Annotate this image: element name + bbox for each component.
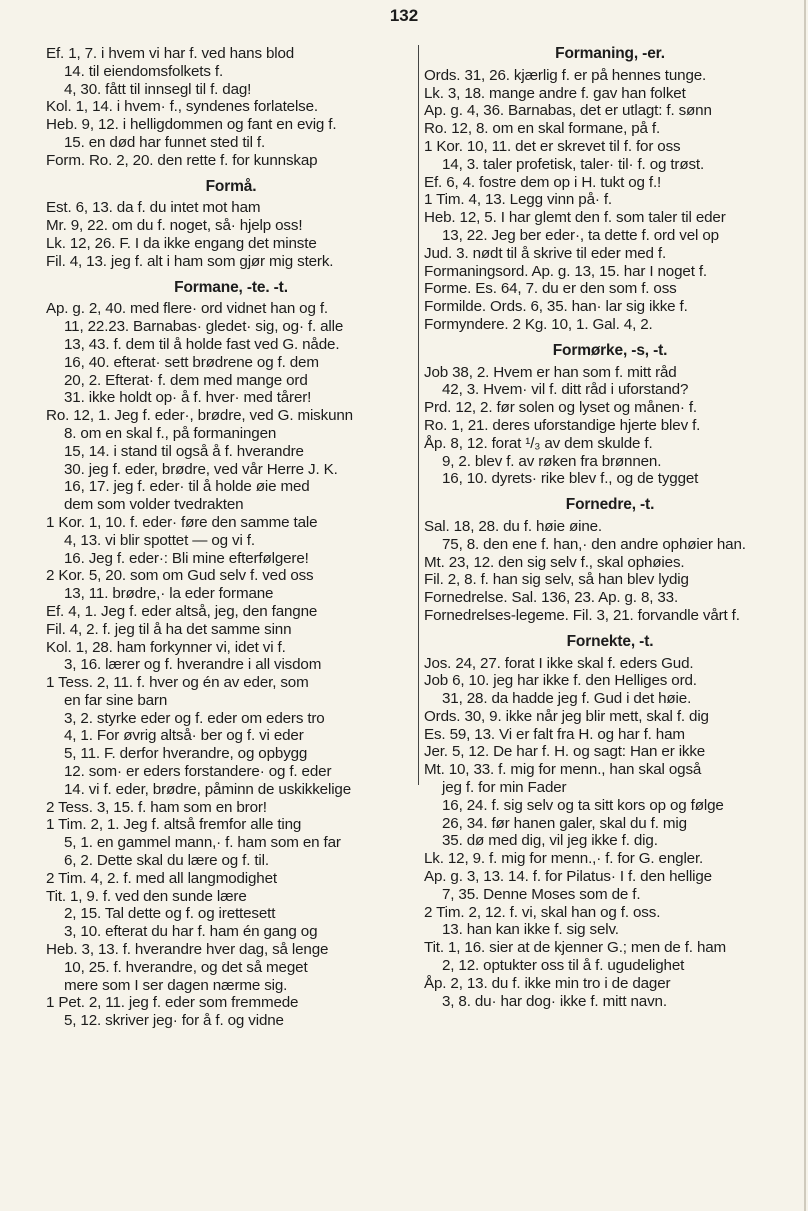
verse-line: 1 Pet. 2, 11. jeg f. eder som fremmede (46, 994, 299, 1012)
verse-line: Heb. 9, 12. i helligdommen og fant en evig f. (46, 116, 337, 134)
verse-line: 30. jeg f. eder, brødre, ved vår Herre J. K. (64, 460, 338, 478)
verse-line: 26, 34. før hanen galer, skal du f. mig (442, 814, 687, 832)
verse-line: Ro. 12, 8. om en skal formane, på f. (424, 120, 661, 138)
verse-line: 15, 14. i stand til også å f. hverandre (64, 442, 304, 460)
verse-line: 13, 43. f. dem til å holde fast ved G. nåde. (64, 335, 340, 353)
entry-heading: Fornedre, -t. (565, 496, 655, 514)
verse-line: Kol. 1, 28. ham forkynner vi, idet vi f. (46, 638, 286, 656)
verse-line: 35. dø med dig, vil jeg ikke f. dig. (442, 832, 658, 850)
verse-line: Ap. g. 2, 40. med flere· ord vidnet han og f. (46, 300, 328, 318)
verse-line: 3, 8. du· har dog· ikke f. mitt navn. (442, 992, 667, 1010)
entry-heading: Formaning, -er. (555, 45, 665, 62)
verse-line: Tit. 1, 16. sier at de kjenner G.; men de f. ham (424, 939, 727, 957)
verse-line: 2 Kor. 5, 20. som om Gud selv f. ved oss (46, 567, 314, 585)
verse-line: 7, 35. Denne Moses som de f. (442, 885, 641, 903)
verse-line: Ef. 4, 1. Jeg f. eder altså, jeg, den fangne (46, 602, 318, 620)
page-number: 132 (389, 6, 419, 25)
verse-line: en far sine barn (64, 691, 168, 709)
verse-line: Fornedrelses-legeme. Fil. 3, 21. forvandle vårt f. (424, 606, 740, 624)
verse-line: 75, 8. den ene f. han,· den andre ophøier han. (442, 535, 746, 553)
verse-line: jeg f. for min Fader (442, 779, 567, 797)
verse-line: Jos. 24, 27. forat I ikke skal f. eders Gud. (424, 654, 694, 672)
verse-line: Prd. 12, 2. før solen og lyset og månen· f. (424, 399, 697, 417)
verse-line: 13, 11. brødre,· la eder formane (64, 585, 274, 603)
verse-line: 13, 22. Jeg ber eder·, ta dette f. ord vel op (442, 226, 719, 244)
verse-line: Fil. 4, 13. jeg f. alt i ham som gjør mig sterk. (46, 252, 334, 270)
verse-line: Formyndere. 2 Kg. 10, 1. Gal. 4, 2. (424, 315, 653, 333)
entry-heading: Fornekte, -t. (566, 632, 654, 650)
entry-heading: Formørke, -s, -t. (552, 341, 668, 359)
verse-line: Tit. 1, 9. f. ved den sunde lære (46, 887, 247, 905)
verse-line: 2, 12. optukter oss til å f. ugudelighet (442, 957, 685, 975)
verse-line: Ef. 1, 7. i hvem vi har f. ved hans blod (46, 45, 295, 62)
verse-line: Es. 59, 13. Vi er falt fra H. og har f. ham (424, 725, 685, 743)
verse-line: Form. Ro. 2, 20. den rette f. for kunnskap (46, 151, 318, 169)
verse-line: 6, 2. Dette skal du lære og f. til. (64, 852, 269, 870)
verse-line: 16. Jeg f. eder·: Bli mine efterfølgere! (64, 549, 309, 567)
verse-line: Åp. 2, 13. du f. ikke min tro i de dager (424, 974, 671, 992)
verse-line: Jud. 3. nødt til å skrive til eder med f. (424, 244, 667, 262)
verse-line: 16, 24. f. sig selv og ta sitt kors op og følge (442, 796, 724, 814)
verse-line: 8. om en skal f., på formaningen (64, 424, 277, 442)
verse-line: 2 Tim. 4, 2. f. med all langmodighet (46, 869, 277, 887)
verse-line: Ords. 30, 9. ikke når jeg blir mett, skal f. dig (424, 707, 709, 725)
verse-line: Formaningsord. Ap. g. 13, 15. har I noget f. (424, 262, 707, 280)
left-column (46, 45, 416, 1030)
verse-line: 14. til eiendomsfolkets f. (64, 62, 224, 80)
verse-line: Ap. g. 3, 13. 14. f. for Pilatus· I f. den hellige (424, 868, 712, 886)
column-divider (418, 45, 419, 785)
verse-line: Jer. 5, 12. De har f. H. og sagt: Han er ikke (424, 743, 706, 761)
verse-line: 11, 22.23. Barnabas· gledet· sig, og· f. alle (64, 318, 344, 336)
verse-line: mere som I ser dagen nærme sig. (64, 976, 288, 994)
verse-line: Job 38, 2. Hvem er han som f. mitt råd (424, 363, 677, 381)
verse-line: Fil. 4, 2. f. jeg til å ha det samme sinn (46, 620, 292, 638)
verse-line: 2, 15. Tal dette og f. og irettesett (64, 905, 276, 923)
verse-line: 5, 12. skriver jeg· for å f. og vidne (64, 1012, 284, 1030)
verse-line: 14. vi f. eder, brødre, påminn de uskikkelige (64, 780, 352, 798)
verse-line: Lk. 12, 9. f. mig for menn.,· f. for G. engler. (424, 850, 704, 868)
verse-line: 2 Tim. 2, 12. f. vi, skal han og f. oss. (424, 903, 661, 921)
entry-heading: Formane, -te. -t. (174, 278, 288, 296)
verse-line: 5, 1. en gammel mann,· f. ham som en far (64, 834, 341, 852)
verse-line: Ro. 1, 21. deres uforstandige hjerte blev f. (424, 416, 701, 434)
right-column (424, 45, 796, 1010)
verse-line: Formilde. Ords. 6, 35. han· lar sig ikke f. (424, 298, 688, 316)
verse-line: 1 Tim. 4, 13. Legg vinn på· f. (424, 191, 612, 209)
verse-line: 3, 16. lærer og f. hverandre i all visdom (64, 656, 322, 674)
verse-line: dem som volder tvedrakten (64, 496, 244, 514)
verse-line: 3, 2. styrke eder og f. eder om eders tro (64, 709, 325, 727)
entry-heading: Formå. (205, 177, 257, 195)
verse-line: 12. som· er eders forstandere· og f. eder (64, 763, 332, 781)
verse-line: 31. ikke holdt op· å f. hver· med tårer! (64, 389, 312, 407)
verse-line: 4, 13. vi blir spottet — og vi f. (64, 531, 255, 549)
verse-line: Lk. 3, 18. mange andre f. gav han folket (424, 84, 686, 102)
verse-line: Mr. 9, 22. om du f. noget, så· hjelp oss! (46, 217, 303, 235)
verse-line: 16, 17. jeg f. eder· til å holde øie med (64, 478, 310, 496)
verse-line: Lk. 12, 26. F. I da ikke engang det minste (46, 234, 317, 252)
verse-line: 2 Tess. 3, 15. f. ham som en bror! (46, 798, 267, 816)
page-edge (804, 0, 806, 1211)
verse-line: Åp. 8, 12. forat ¹/₃ av dem skulde f. (424, 434, 653, 452)
verse-line: 16, 10. dyrets· rike blev f., og de tygget (442, 470, 699, 488)
verse-line: Job 6, 10. jeg har ikke f. den Helliges ord. (424, 672, 697, 690)
verse-line: Heb. 12, 5. I har glemt den f. som taler til eder (424, 209, 726, 227)
verse-line: 3, 10. efterat du har f. ham én gang og (64, 923, 318, 941)
verse-line: 14, 3. taler profetisk, taler· til· f. og trøst. (442, 155, 705, 173)
verse-line: 31, 28. da hadde jeg f. Gud i det høie. (442, 690, 692, 708)
verse-line: 20, 2. Efterat· f. dem med mange ord (64, 371, 308, 389)
verse-line: Fornedrelse. Sal. 136, 23. Ap. g. 8, 33. (424, 589, 679, 607)
verse-line: 4, 30. fått til innsegl til f. dag! (64, 80, 252, 98)
verse-line: Mt. 10, 33. f. mig for menn., han skal også (424, 761, 702, 779)
verse-line: 9, 2. blev f. av røken fra brønnen. (442, 452, 662, 470)
verse-line: Sal. 18, 28. du f. høie øine. (424, 517, 603, 535)
verse-line: Forme. Es. 64, 7. du er den som f. oss (424, 280, 677, 298)
verse-line: 1 Kor. 1, 10. f. eder· føre den samme tale (46, 513, 318, 531)
verse-line: Heb. 3, 13. f. hverandre hver dag, så lenge (46, 941, 329, 959)
verse-line: 5, 11. F. derfor hverandre, og opbygg (64, 745, 308, 763)
verse-line: 4, 1. For øvrig altså· ber og f. vi eder (64, 727, 304, 745)
verse-line: Ef. 6, 4. fostre dem op i H. tukt og f.! (424, 173, 662, 191)
verse-line: 1 Tim. 2, 1. Jeg f. altså fremfor alle ting (46, 816, 302, 834)
verse-line: Ro. 12, 1. Jeg f. eder·, brødre, ved G. miskunn (46, 407, 353, 425)
verse-line: 42, 3. Hvem· vil f. ditt råd i uforstand? (442, 381, 689, 399)
verse-line: Est. 6, 13. da f. du intet mot ham (46, 199, 261, 217)
verse-line: Kol. 1, 14. i hvem· f., syndenes forlatelse. (46, 98, 318, 116)
verse-line: 1 Kor. 10, 11. det er skrevet til f. for oss (424, 137, 681, 155)
verse-line: Ords. 31, 26. kjærlig f. er på hennes tunge. (424, 66, 707, 84)
verse-line: 10, 25. f. hverandre, og det så meget (64, 958, 308, 976)
verse-line: Ap. g. 4, 36. Barnabas, det er utlagt: f. sønn (424, 102, 712, 120)
verse-line: 13. han kan ikke f. sig selv. (442, 921, 619, 939)
verse-line: 15. en død har funnet sted til f. (64, 133, 266, 151)
verse-line: 1 Tess. 2, 11. f. hver og én av eder, som (46, 674, 309, 692)
verse-line: Mt. 23, 12. den sig selv f., skal ophøies. (424, 553, 685, 571)
verse-line: Fil. 2, 8. f. han sig selv, så han blev lydig (424, 571, 689, 589)
verse-line: 16, 40. efterat· sett brødrene og f. dem (64, 353, 319, 371)
